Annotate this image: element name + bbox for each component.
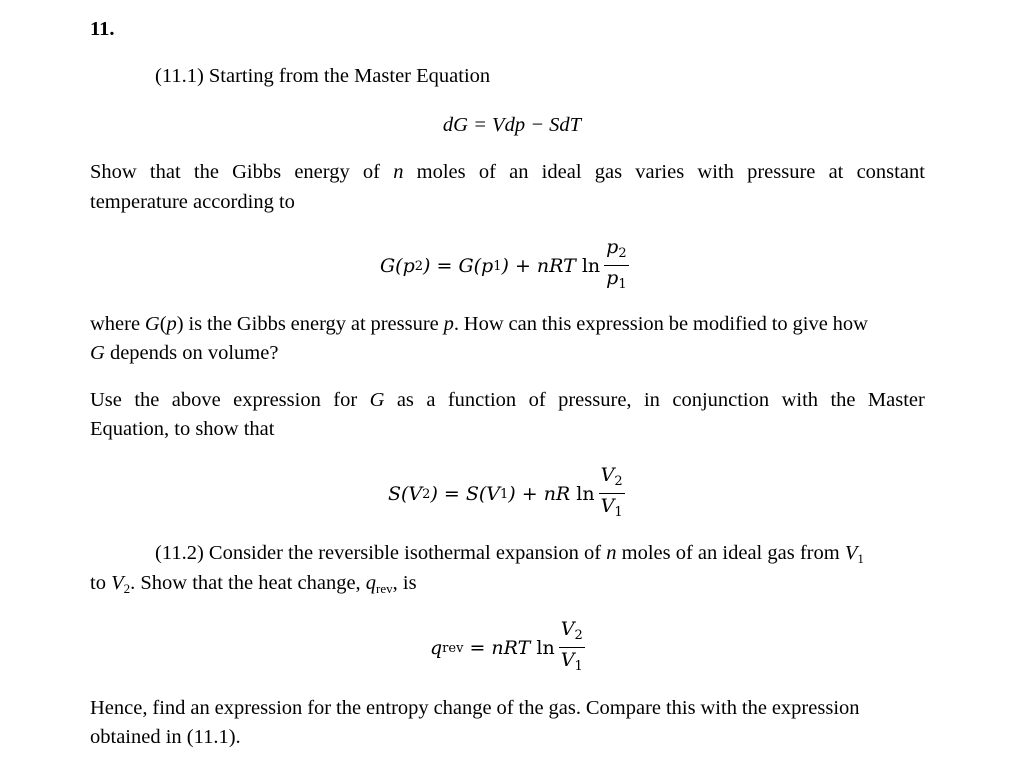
part2-symbol-q-sub: rev <box>376 581 393 596</box>
word: conjunction <box>672 389 770 411</box>
part2-line2-text-a: to <box>90 572 112 594</box>
eq-entropy-num-sub: 2 <box>614 474 623 489</box>
para2-symbol-p2: p <box>443 313 454 335</box>
eq-heat-fraction <box>559 618 585 678</box>
heat-equation <box>430 618 585 678</box>
word: the <box>134 389 160 411</box>
word: varies <box>635 161 685 183</box>
para2-symbol-p: p <box>166 313 177 335</box>
para2-line2-text: depends on volume? <box>104 342 279 364</box>
word: pressure, <box>558 389 632 411</box>
eq-gibbs-num: p <box>606 236 619 258</box>
word: pressure <box>747 161 816 183</box>
eq-heat-den: V <box>560 649 575 671</box>
eq-heat-num: V <box>560 618 575 640</box>
eq-heat-lhs: q <box>430 637 443 659</box>
part1-intro: (11.1) Starting from the Master Equation <box>155 65 491 87</box>
eq-gibbs-lhs: G(p <box>380 255 415 277</box>
word: constant <box>856 161 925 183</box>
word: energy <box>294 161 350 183</box>
para1-line1 <box>90 160 925 184</box>
eq-entropy-mid: ) = S(V <box>430 483 500 505</box>
para3-line1 <box>90 388 925 412</box>
word: of <box>528 389 546 411</box>
part2-line2 <box>90 571 417 601</box>
eq-heat-den-sub: 1 <box>574 659 583 674</box>
eq-gibbs-fraction <box>604 236 628 296</box>
word: that <box>149 161 181 183</box>
part2-symbol-q: q <box>365 572 377 594</box>
word: n <box>393 161 404 183</box>
final-line1: Hence, find an expression for the entropy change of the gas. Compare this with the expression <box>90 697 860 719</box>
para2-text-a: where <box>90 313 145 335</box>
word: Gibbs <box>232 161 282 183</box>
eq-gibbs-mid: ) = G(p <box>423 255 494 277</box>
word: for <box>333 389 358 411</box>
eq-entropy-den: V <box>600 495 615 517</box>
eq-heat-lhs-sub: rev <box>442 640 464 656</box>
word: ideal <box>541 161 582 183</box>
part2-line1 <box>155 541 864 571</box>
word: in <box>643 389 660 411</box>
eq-entropy-den-sub: 1 <box>614 505 623 520</box>
gibbs-pressure-equation <box>380 236 629 296</box>
para2-text-d: . How can this expression be modified to give how <box>453 313 868 335</box>
para2-text-c: ) is the Gibbs energy at pressure <box>176 313 444 335</box>
word: with <box>697 161 734 183</box>
eq-entropy-lhs: S(V <box>388 483 423 505</box>
eq-gibbs-ln: ln <box>581 255 601 277</box>
part2-line2-text-b: . Show that the heat change, <box>130 572 366 594</box>
eq-entropy-fraction <box>599 464 625 524</box>
word: Show <box>90 161 137 183</box>
eq-gibbs-rhs: ) + nRT <box>501 255 576 277</box>
word: above <box>171 389 221 411</box>
word: as <box>396 389 414 411</box>
part2-symbol-V1-sub: 1 <box>857 551 864 566</box>
para2-line2 <box>90 341 278 365</box>
eq-heat-ln: ln <box>536 637 555 659</box>
eq-heat-rhs: = nRT <box>463 637 531 659</box>
eq-entropy-ln: ln <box>576 483 595 505</box>
word: Master <box>867 389 925 411</box>
word: the <box>830 389 856 411</box>
word: the <box>193 161 219 183</box>
part2-symbol-V1: V <box>844 542 858 564</box>
para2-text-b: ( <box>159 313 167 335</box>
master-equation <box>0 113 1024 137</box>
word: of <box>478 161 496 183</box>
para2-symbol-G: G <box>144 313 160 335</box>
problem-number: 11. <box>90 18 115 40</box>
eq-entropy-lhs-sub: 2 <box>422 486 431 502</box>
eq-entropy-rhs: ) + nR <box>508 483 571 505</box>
eq-gibbs-num-sub: 2 <box>618 246 627 261</box>
word: Use <box>90 389 122 411</box>
eq-gibbs-den-sub: 1 <box>618 277 627 292</box>
word: expression <box>233 389 321 411</box>
eq-gibbs-mid-sub: 1 <box>493 258 502 274</box>
para2-line2-symbol-G: G <box>90 342 105 364</box>
word: a <box>426 389 436 411</box>
word: of <box>362 161 380 183</box>
part2-symbol-V2: V <box>111 572 124 594</box>
eq-entropy-num: V <box>600 464 615 486</box>
word: an <box>509 161 529 183</box>
master-equation-text: dG = Vdp − SdT <box>442 114 582 136</box>
word: function <box>447 389 517 411</box>
para2-line1 <box>90 312 868 336</box>
word: at <box>828 161 844 183</box>
part2-symbol-V2-sub: 2 <box>123 581 131 596</box>
word: with <box>781 389 819 411</box>
word: gas <box>594 161 623 183</box>
eq-entropy-mid-sub: 1 <box>500 486 509 502</box>
eq-gibbs-den: p <box>606 267 619 289</box>
word: moles <box>416 161 466 183</box>
eq-gibbs-lhs-sub: 2 <box>414 258 424 274</box>
final-line2: obtained in (11.1). <box>90 726 241 748</box>
part2-symbol-n: n <box>606 542 617 564</box>
entropy-volume-equation <box>388 464 625 524</box>
para3-line2: Equation, to show that <box>90 418 275 440</box>
part2-line2-text-c: , is <box>392 572 417 594</box>
eq-heat-num-sub: 2 <box>574 628 583 643</box>
part2-text-b: moles of an ideal gas from <box>616 542 845 564</box>
para1-line2: temperature according to <box>90 191 295 213</box>
part2-text-a: (11.2) Consider the reversible isothermal expansion of <box>155 542 607 564</box>
word: G <box>369 389 385 411</box>
